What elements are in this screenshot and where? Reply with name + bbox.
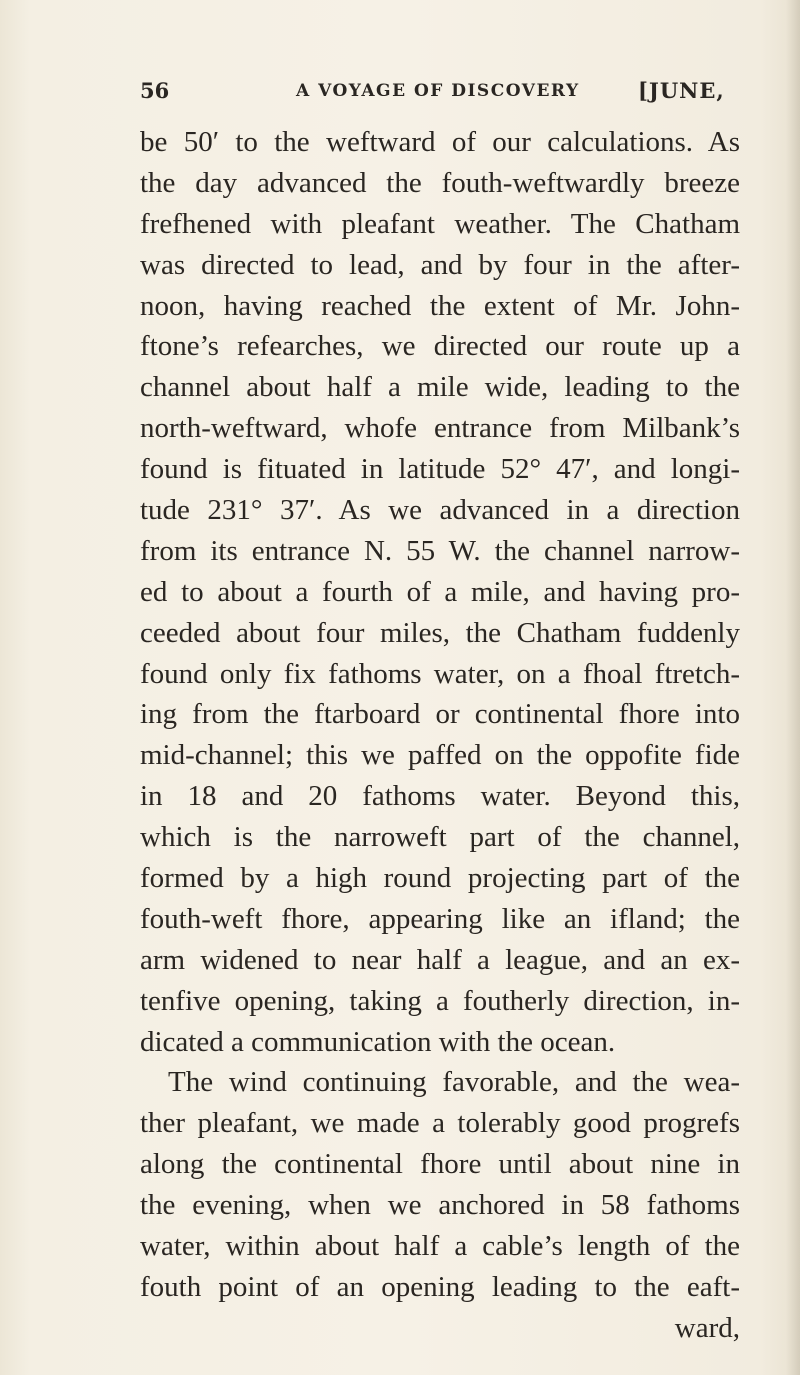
text-line: fouth point of an opening leading to the eaft- — [140, 1270, 740, 1303]
text-line: was directed to lead, and by four in the after- — [140, 248, 740, 281]
text-line-paragraph-end: dicated a communication with the ocean. — [140, 1025, 616, 1058]
text-line: noon, having reached the extent of Mr. John- — [140, 289, 740, 322]
text-line: tude 231° 37′. As we advanced in a direction — [140, 494, 740, 527]
text-line: along the continental fhore until about nine in — [140, 1148, 740, 1181]
text-line: be 50′ to the weftward of our calculations. As — [140, 126, 740, 158]
catchword: ward, — [674, 1311, 740, 1344]
text-line: ceeded about four miles, the Chatham fuddenly — [140, 616, 740, 649]
page-edge-shadow — [786, 0, 800, 1375]
text-line: the day advanced the fouth-weftwardly breeze — [140, 166, 740, 199]
text-line: channel about half a mile wide, leading to the — [140, 371, 740, 404]
text-line-paragraph-start: The wind continuing favorable, and the wea- — [168, 1066, 740, 1099]
text-line: water, within about half a cable’s length of the — [140, 1230, 740, 1263]
month-marker: [JUNE, — [638, 78, 725, 103]
text-line: mid-channel; this we paffed on the oppofite fide — [140, 739, 740, 772]
text-line: ed to about a fourth of a mile, and having pro- — [140, 575, 740, 608]
body-text — [140, 122, 740, 1349]
text-line: found is fituated in latitude 52° 47′, and longi- — [140, 453, 740, 486]
text-line: north-weftward, whofe entrance from Milbank’s — [140, 412, 740, 445]
text-line: ing from the ftarboard or continental fhore into — [140, 698, 740, 731]
text-line: ftone’s refearches, we directed our route up a — [140, 330, 740, 363]
text-line: formed by a high round projecting part of the — [140, 862, 740, 895]
page-number: 56 — [140, 78, 170, 103]
running-head: A VOYAGE OF DISCOVERY — [296, 81, 580, 101]
text-line: from its entrance N. 55 W. the channel narrow- — [140, 534, 740, 567]
text-line: arm widened to near half a league, and an ex- — [140, 943, 740, 976]
text-line: fouth-weft fhore, appearing like an ifland; the — [140, 902, 740, 935]
text-line: which is the narroweft part of the channel, — [140, 821, 740, 854]
text-line: found only fix fathoms water, on a fhoal ftretch- — [140, 657, 740, 690]
text-line: ther pleafant, we made a tolerably good progrefs — [140, 1107, 740, 1140]
text-line: frefhened with pleafant weather. The Chatham — [140, 207, 740, 240]
text-line: the evening, when we anchored in 58 fathoms — [140, 1189, 740, 1222]
text-line: tenfive opening, taking a foutherly direction, in- — [140, 984, 740, 1017]
page-header — [140, 78, 740, 118]
text-line: in 18 and 20 fathoms water. Beyond this, — [140, 780, 740, 813]
